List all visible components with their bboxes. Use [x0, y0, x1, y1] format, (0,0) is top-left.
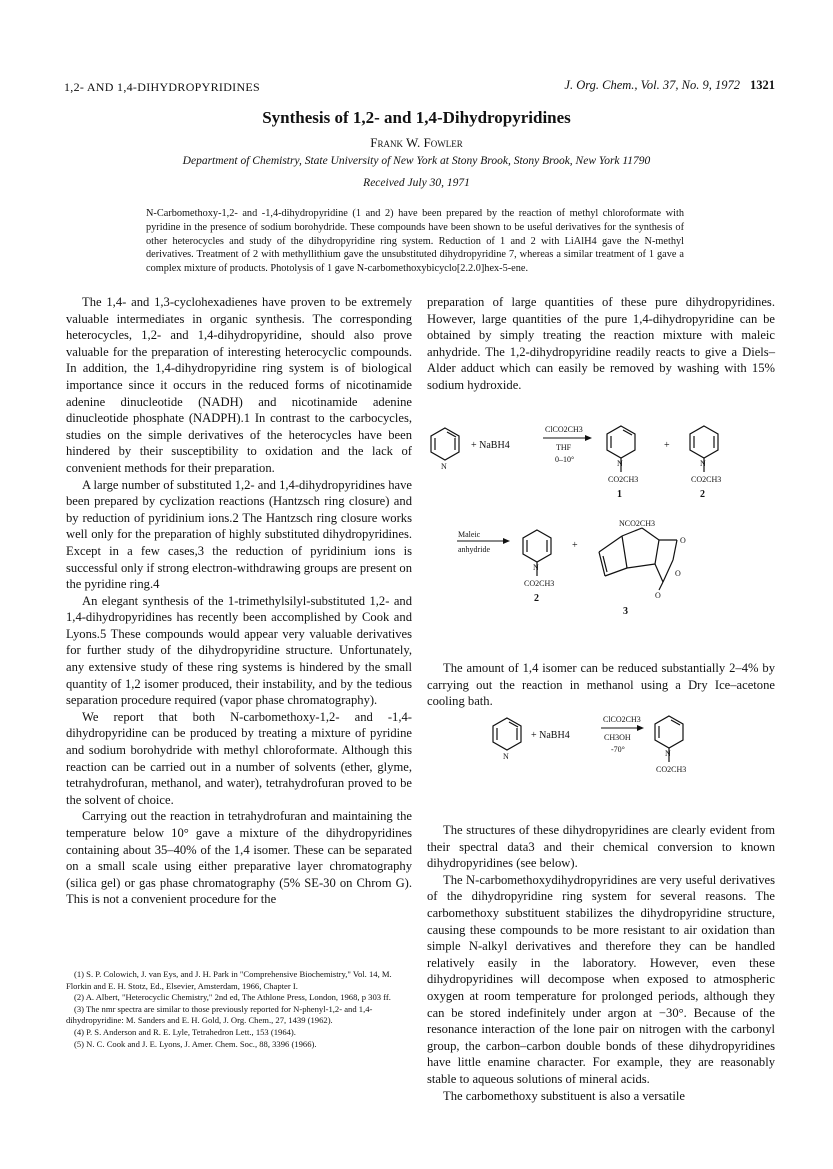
- arrow-mid-label: THF: [556, 443, 572, 452]
- substituent-label: CO2CH3: [608, 475, 639, 484]
- n-label: N: [441, 462, 447, 471]
- reaction-scheme-2: [427, 510, 775, 620]
- running-head: 1,2- AND 1,4-DIHYDROPYRIDINES: [64, 80, 261, 94]
- substituent-label: NCO2CH3: [619, 519, 656, 528]
- right-column-bottom: [427, 822, 775, 1104]
- footnote: (4) P. S. Anderson and R. E. Lyle, Tetrahedron Lett., 153 (1964).: [74, 1026, 296, 1037]
- substituent-label: CO2CH3: [691, 475, 722, 484]
- received-date: Received July 30, 1971: [363, 177, 470, 189]
- arrow-bottom-label: -70°: [611, 745, 625, 754]
- n-label: N: [700, 459, 706, 468]
- paragraph: preparation of large quantities of these pure dihydropyridines. However, large quantities of the pure 1,4-dihydropyridine can be obtained by simply treating the reaction mixture with maleic anhydride. The 1,2-dihydropyridine readily reacts to give a Diels–Alder adduct which can easily be removed by washing with 15% sodium hydroxide.: [427, 295, 775, 392]
- paragraph: We report that both N-carbomethoxy-1,2- and -1,4-dihydropyridine can be produced by treating a mixture of pyridine and sodium borohydride with methyl chloroformate. Although this reaction can be carried out in a number of solvents (ether, glyme, tetrahydrofuran, methanol, and water), tetrahydrofuran proved to be the solvent of choice.: [66, 709, 412, 807]
- paragraph: The carbomethoxy substituent is also a versatile: [443, 1088, 686, 1103]
- right-column-mid: [427, 660, 775, 710]
- n-label: N: [617, 459, 623, 468]
- paragraph: The N-carbomethoxydihydropyridines are very useful derivatives of the dihydropyridine ring system for several reasons. The carbomethoxy substituent stabilizes the dihydropyridine structure, causing these compounds to be more resistant to air oxidation than simple N-alkyl derivatives and therefore they can be handled relatively easily in the laboratory. However, even these dihydropyridines will decompose when exposed to atmospheric oxygen at room temperature for prolonged periods, although they can be stored indefinitely under argon at −30°. Because of the resonance interaction of the lone pair on nitrogen with the carbonyl group, the carbon–carbon double bonds of these dihydropyridines have little enamine character. For example, they are reasonably stable to aqueous solutions of mineral acids.: [427, 872, 775, 1086]
- affiliation: Department of Chemistry, State University of New York at Stony Brook, Stony Brook, New York 11790: [182, 155, 651, 167]
- paragraph: An elegant synthesis of the 1-trimethylsilyl-substituted 1,2- and 1,4-dihydropyridines has recently been accomplished by Cook and Lyons.5 These compounds would appear very valuable derivatives for further study of the dihydropyridine structure. Unfortunately, any extensive study of these ring systems is hindered by the small quantity of 1,2 isomer produced, their instability, and by the tedious separation procedure required (vapor phase chromatography).: [66, 593, 412, 708]
- reaction-scheme-1: [427, 420, 775, 500]
- arrow-mid-label: CH3OH: [604, 733, 631, 742]
- pyridine-ring: [431, 428, 459, 460]
- ring-oxygen: O: [675, 569, 681, 578]
- compound-number: 2: [534, 593, 539, 604]
- arrowhead: [637, 725, 644, 731]
- arrowhead: [585, 435, 592, 441]
- n-label: N: [665, 749, 671, 758]
- footnotes: [66, 969, 412, 1050]
- arrow-top-label: Maleic: [458, 530, 481, 539]
- compound-number: 3: [623, 606, 628, 617]
- substituent-label: CO2CH3: [524, 579, 555, 588]
- author-name: Frank W. Fowler: [370, 135, 463, 150]
- paragraph: The amount of 1,4 isomer can be reduced substantially 2–4% by carrying out the reaction in methanol using a Dry Ice–acetone cooling bath.: [427, 661, 775, 709]
- carbonyl-oxygen: O: [655, 591, 661, 600]
- n-label: N: [533, 563, 539, 572]
- paragraph: Carrying out the reaction in tetrahydrofuran and maintaining the temperature below 10° gave a mixture of the dihydropyridines containing about 35–40% of the 1,4 isomer. These can be separated on a small scale using either preparative layer chromatography (silica gel) or gas phase chromatography (5% SE-30 on Chrom G). This is not a convenient procedure for the: [66, 809, 412, 907]
- carbonyl-oxygen: O: [680, 536, 686, 545]
- abstract: N-Carbomethoxy-1,2- and -1,4-dihydropyridine (1 and 2) have been prepared by the reaction of methyl chloroformate with pyridine in the presence of sodium borohydride. These compounds have been shown to be useful derivatives for the synthesis of other heterocycles and study of the dihydropyridine ring system. Reduction of 1 and 2 with LiAlH4 gave the N-methyl derivatives. Treatment of 2 with methyllithium gave the unsubstituted dihydropyridine 7, whereas a similar treatment of 1 gave a complex mixture of products. Photolysis of 1 gave N-carbomethoxybicyclo[2.2.0]hex-5-ene.: [146, 208, 684, 275]
- arrow-bottom-label: 0–10°: [555, 455, 575, 464]
- arrow-bottom-label: anhydride: [458, 545, 490, 554]
- article-title: Synthesis of 1,2- and 1,4-Dihydropyridines: [262, 108, 571, 127]
- arrowhead: [503, 538, 510, 544]
- substituent-label: CO2CH3: [656, 765, 687, 774]
- paragraph: The 1,4- and 1,3-cyclohexadienes have proven to be extremely valuable intermediates in organic synthesis. The corresponding heterocycles, 1,2- and 1,4-dihydropyridine, should also prove valuable for the preparation of interesting heterocyclic compounds. In addition, the 1,4-dihydropyridine ring system is of biological importance since it occurs in the reduced forms of nicotinamide adenine dinucleotide (NADH) and nicotinamide adenine dinucleotide phosphate (NADPH).1 In contrast to the carbocycles, studies on the simple derivatives of the heterocycles have been hindered by their susceptibility to oxidation and the lack of convenient methods for their preparation.: [66, 295, 412, 475]
- reagent-label: + NaBH4: [471, 440, 510, 451]
- paragraph: A large number of substituted 1,2- and 1,4-dihydropyridines have been prepared by cyclization reactions (Hantzsch ring closure) and by reduction of pyridinium ions.2 The Hantzsch ring closure works well only for the preparation of highly substituted dihydropyridines. Except in a few cases,3 the reduction of pyridinium ions is successful only if strong electron-withdrawing groups are present on the pyridine ring.4: [66, 477, 412, 592]
- arrow-top-label: ClCO2CH3: [545, 425, 583, 434]
- reaction-scheme-3: [427, 710, 775, 780]
- page-number: 1321: [750, 78, 775, 92]
- right-column-top: [427, 294, 775, 394]
- reagent-label: + NaBH4: [531, 730, 570, 741]
- arrow-top-label: ClCO2CH3: [603, 715, 641, 724]
- pyridine-ring: [493, 718, 521, 750]
- plus-sign: +: [664, 440, 670, 451]
- footnote: (3) The nmr spectra are similar to those previously reported for N-phenyl-1,2- and 1,4-dihydropyridine: M. Sanders and E. H. Gold, J. Org. Chem., 27, 1439 (1962).: [66, 1003, 373, 1026]
- footnote: (2) A. Albert, "Heterocyclic Chemistry," 2nd ed, The Athlone Press, London, 1968, p 303 ff.: [74, 992, 391, 1003]
- compound-number: 2: [700, 489, 705, 500]
- plus-sign: +: [572, 540, 578, 551]
- left-column: [66, 294, 412, 908]
- paragraph: The structures of these dihydropyridines are clearly evident from their spectral data3 and their chemical conversion to known dihydropyridines (see below).: [427, 823, 775, 871]
- n-label: N: [503, 752, 509, 761]
- journal-citation: [564, 78, 775, 93]
- diels-alder-adduct: [599, 528, 677, 590]
- footnote: (5) N. C. Cook and J. E. Lyons, J. Amer. Chem. Soc., 88, 3396 (1966).: [74, 1038, 317, 1049]
- compound-number: 1: [617, 489, 622, 500]
- footnote: (1) S. P. Colowich, J. van Eys, and J. H. Park in "Comprehensive Biochemistry," Vol. 14, M. Florkin and E. H. Stotz, Ed., Elsevier, Amsterdam, 1966, Chapter I.: [66, 969, 392, 991]
- journal-name: J. Org. Chem., Vol. 37, No. 9, 1972: [564, 78, 740, 92]
